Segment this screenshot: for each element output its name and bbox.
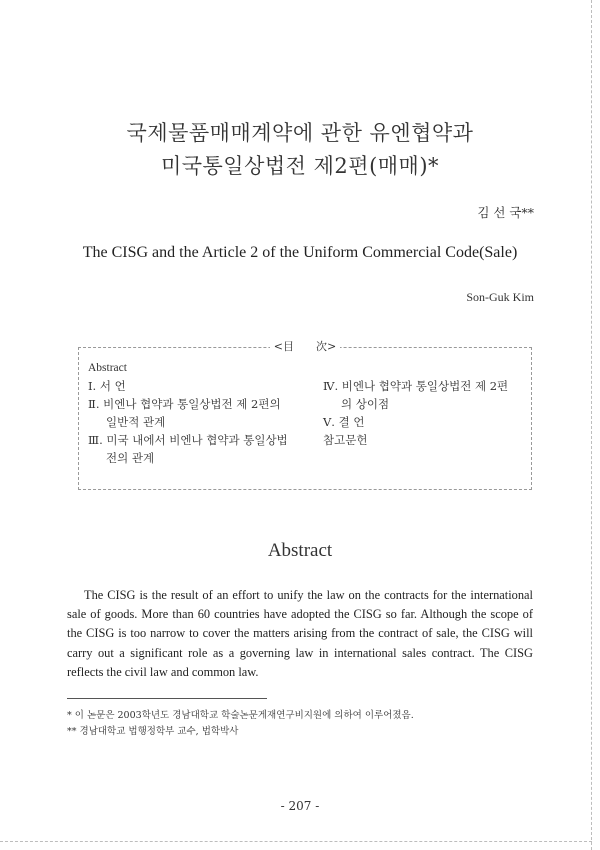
toc-heading-wrap (79, 340, 531, 354)
toc-heading: <目 次> (270, 340, 340, 353)
toc-item-3: Ⅲ. 미국 내에서 비엔나 협약과 통일상법 (88, 433, 288, 447)
toc-item-1: Ⅰ. 서 언 (88, 379, 126, 393)
toc-item-abstract: Abstract (88, 362, 127, 374)
abstract-heading: Abstract (267, 540, 333, 561)
toc-item-3-cont: 전의 관계 (106, 451, 155, 465)
footnote-1: * 이 논문은 2003학년도 경남대학교 학술논문게재연구비지원에 의하여 이루어졌음. (67, 710, 414, 721)
toc-item-4-cont: 의 상이점 (341, 397, 390, 411)
toc-item-references: 참고문헌 (323, 433, 368, 447)
page-edge-bottom (0, 841, 592, 842)
toc-item-2: Ⅱ. 비엔나 협약과 통일상법전 제 2편의 (88, 397, 281, 411)
page-edge-right (591, 0, 592, 850)
abstract-body: The CISG is the result of an effort to unify the law on the contracts for the international sale of goods. More than 60 countries have adopted the CISG so far. Although the scope of the CISG is too narrow to cover the matters arising from the contract of sale, the CISG will carry out a significant role as a governing law in international sales contract. The CISG reflects the civil law and common law. (67, 588, 533, 679)
footnote-2: ** 경남대학교 법행정학부 교수, 법학박사 (67, 726, 239, 737)
korean-title-line-2: 미국통일상법전 제2편(매매)* (160, 154, 440, 178)
author-korean: 김 선 국** (477, 205, 534, 220)
footnote-rule (67, 698, 267, 699)
author-english: Son-Guk Kim (466, 290, 534, 304)
toc-item-5: Ⅴ. 결 언 (323, 415, 365, 429)
toc-right-column (323, 377, 528, 449)
toc-left-column (88, 359, 313, 467)
english-title: The CISG and the Article 2 of the Uniform Commercial Code(Sale) (82, 244, 518, 261)
page-number: - 207 - (280, 799, 320, 813)
toc-item-2-cont: 일반적 관계 (106, 415, 166, 429)
table-of-contents (78, 340, 532, 490)
toc-item-4: Ⅳ. 비엔나 협약과 통일상법전 제 2편 (323, 379, 509, 393)
korean-title-line-1: 국제물품매매계약에 관한 유엔협약과 (126, 121, 474, 145)
